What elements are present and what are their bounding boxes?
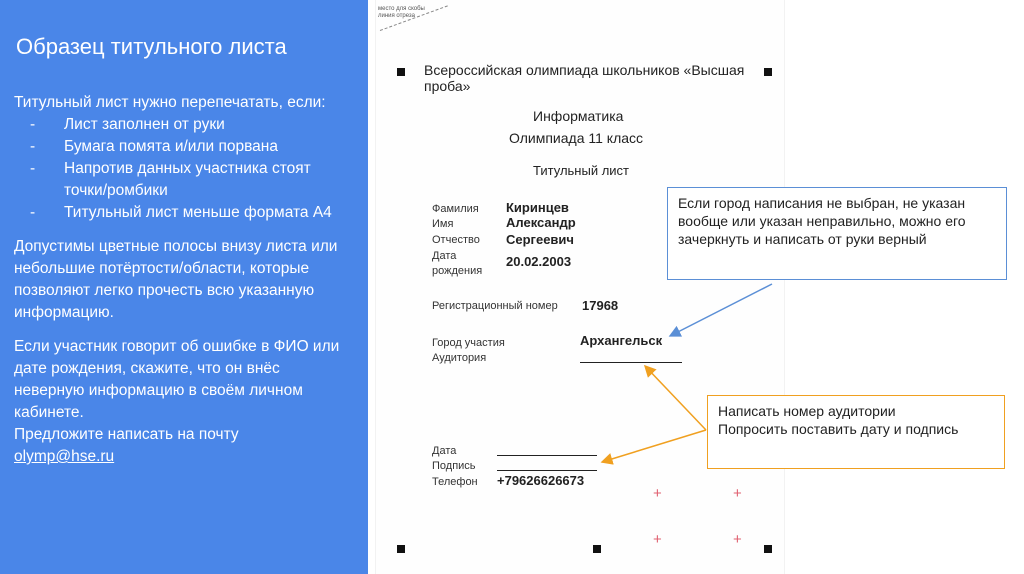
registration-cross-icon: +: [653, 485, 662, 502]
surname-value: Киринцев: [506, 200, 569, 215]
date-label: Дата: [432, 445, 457, 457]
birth-date-value: 20.02.2003: [506, 254, 572, 269]
registration-cross-icon: +: [653, 531, 662, 548]
page-title: Образец титульного листа: [16, 34, 287, 59]
phone-label: Телефон: [432, 476, 478, 488]
room-arrow: [645, 366, 706, 430]
email-prompt: Предложите написать на почту: [14, 426, 239, 443]
patronymic-value: Сергеевич: [506, 232, 574, 247]
signature-label: Подпись: [432, 460, 476, 472]
registration-cross-icon: +: [733, 485, 742, 502]
date-callout-text: Попросить поставить дату и подпись: [718, 421, 959, 437]
reason-item: - Бумага помята и/или порвана: [14, 136, 354, 158]
city-callout: [667, 187, 1007, 280]
reason-item: - Напротив данных участника стоят точки/ромбики: [14, 158, 354, 202]
sheet-title: Титульный лист: [533, 163, 630, 178]
email-link[interactable]: olymp@hse.ru: [14, 448, 115, 465]
class-level: Олимпиада 11 класс: [509, 130, 644, 146]
reprint-intro: Титульный лист нужно перепечатать, если:: [14, 94, 326, 111]
room-callout-text: Написать номер аудитории: [718, 403, 896, 419]
allowed-note: Допустимы цветные полосы внизу листа или небольшие потёртости/области, которые позволяют легко прочесть всю указанную информацию.: [14, 238, 338, 321]
city-value: Архангельск: [580, 333, 663, 348]
name-label: Имя: [432, 218, 454, 230]
registration-cross-icon: +: [733, 531, 742, 548]
olympiad-header: Всероссийская олимпиада школьников «Высшая проба»: [424, 62, 745, 94]
reason-item: - Титульный лист меньше формата А4: [14, 202, 354, 224]
surname-label: Фамилия: [432, 203, 479, 215]
reason-item: - Лист заполнен от руки: [14, 114, 354, 136]
phone-value: +79626626673: [497, 473, 585, 488]
patronymic-label: Отчество: [432, 234, 480, 246]
reg-number-label: Регистрационный номер: [432, 300, 558, 312]
city-callout-text: Если город написания не выбран, не указан вообще или указан неправильно, можно его зачеркнуть и написать от руки верный: [678, 195, 966, 247]
name-value: Александр: [506, 215, 576, 230]
staple-note: место для скобы линия отреза: [378, 6, 425, 19]
reg-number-value: 17968: [582, 298, 619, 313]
room-label: Аудитория: [432, 352, 487, 364]
error-note: Если участник говорит об ошибке в ФИО или дате рождения, скажите, что он внёс неверную информацию в своём личном кабинете.: [14, 338, 340, 421]
city-arrow: [670, 284, 772, 336]
subject: Информатика: [533, 108, 624, 124]
signature-arrow: [602, 430, 706, 462]
room-callout: [707, 395, 1005, 469]
birth-label: Дата: [432, 250, 457, 262]
birth-label-2: рождения: [432, 265, 483, 277]
city-label: Город участия: [432, 337, 505, 349]
